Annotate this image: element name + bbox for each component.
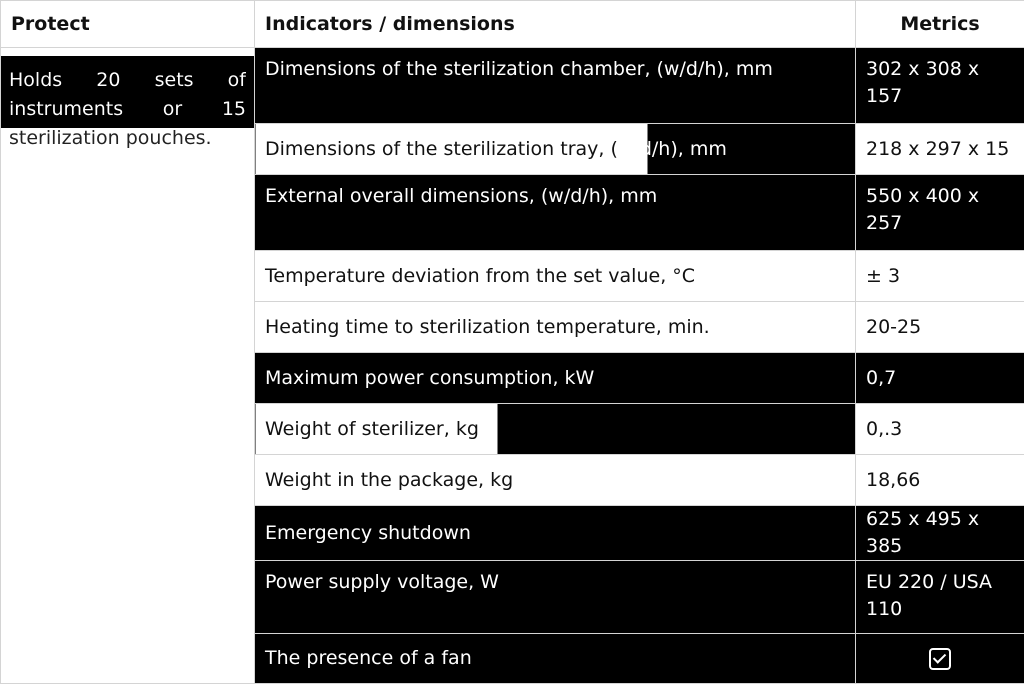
metric-cell: EU 220 / USA 110: [856, 561, 1024, 634]
metric-cell: 0,7: [856, 353, 1024, 404]
metric-cell: 550 x 400 x 257: [856, 175, 1024, 251]
indicator-cell: Maximum power consumption, kW: [255, 353, 856, 404]
indicator-cell: Heating time to sterilization temperature, min.: [255, 302, 856, 353]
metric-cell: 625 x 495 x 385: [856, 506, 1024, 561]
indicator-cell: External overall dimensions, (w/d/h), mm: [255, 175, 856, 251]
metric-cell: 20-25: [856, 302, 1024, 353]
metric-cell: 0,.3: [856, 404, 1024, 455]
indicator-text-part: w/d/h), mm: [618, 138, 727, 160]
indicator-cell: [255, 124, 856, 175]
indicator-cell: Temperature deviation from the set value, °C: [255, 251, 856, 302]
indicator-cell: Weight in the package, kg: [255, 455, 856, 506]
checkbox-checked-icon: [929, 648, 951, 670]
indicator-cell: Weight of sterilizer, kg: [255, 404, 856, 455]
metric-cell: 18,66: [856, 455, 1024, 506]
indicator-cell: Power supply voltage, W: [255, 561, 856, 634]
metric-cell: ± 3: [856, 251, 1024, 302]
header-protect: Protect: [1, 1, 255, 48]
metric-cell: 218 x 297 x 15: [856, 124, 1024, 175]
indicator-cell: Emergency shutdown: [255, 506, 856, 561]
indicator-cell: The presence of a fan: [255, 634, 856, 684]
header-metrics: Metrics: [856, 1, 1024, 48]
header-indicators: Indicators / dimensions: [255, 1, 856, 48]
side-note: Holds 20 sets of instruments or 15 sterilization pouches.: [9, 66, 246, 153]
metric-cell: 302 x 308 x 157: [856, 48, 1024, 124]
indicator-cell: Dimensions of the sterilization chamber, (w/d/h), mm: [255, 48, 856, 124]
metric-cell: [856, 634, 1024, 684]
indicator-text-part: Dimensions of the sterilization tray, (: [265, 138, 618, 160]
table-header-row: [1, 1, 1024, 48]
table-row: [1, 48, 1024, 124]
protect-cell: [1, 48, 255, 684]
